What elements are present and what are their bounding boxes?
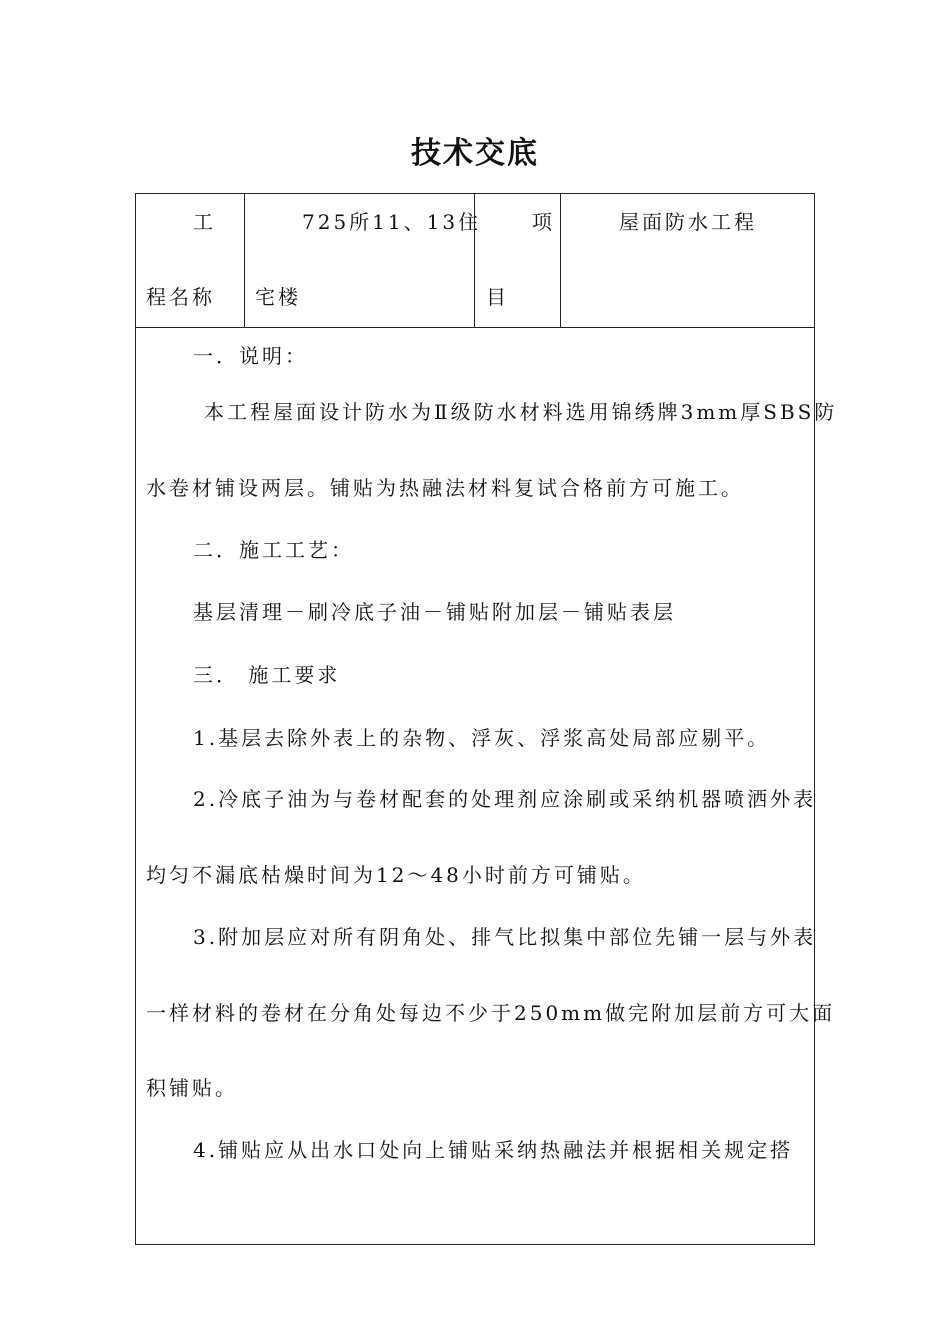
project-name-label: 工 [193, 210, 216, 234]
page-title: 技术交底 [411, 136, 539, 171]
paragraph-line: 4.铺贴应从出水口处向上铺贴采纳热融法并根据相关规定搭 [193, 1138, 794, 1162]
paragraph-line: 积铺贴。 [146, 1076, 238, 1100]
disclosure-form [135, 193, 838, 1245]
item-label: 目 [486, 285, 509, 309]
paragraph-line: 2.冷底子油为与卷材配套的处理剂应涂刷或采纳机器喷洒外表 [193, 787, 817, 811]
header-row [136, 194, 814, 328]
section-heading: 二．施工工艺： [193, 538, 354, 562]
project-name-value: 宅楼 [255, 285, 301, 309]
project-name-label: 程名称 [146, 285, 215, 309]
paragraph-line: 均匀不漏底枯燥时间为12～48小时前方可铺贴。 [146, 863, 646, 887]
item-value: 屋面防水工程 [619, 210, 757, 234]
column-divider [560, 194, 561, 327]
paragraph-line: 本工程屋面设计防水为Ⅱ级防水材料选用锦绣牌3mm厚SBS防 [204, 400, 838, 424]
section-heading: 三． 施工要求 [193, 663, 341, 687]
paragraph-line: 水卷材铺设两层。铺贴为热融法材料复试合格前方可施工。 [146, 476, 744, 500]
project-name-value: 725所11、13住 [302, 210, 482, 234]
paragraph-line: 一样材料的卷材在分角处每边不少于250mm做完附加层前方可大面 [146, 1001, 836, 1025]
paragraph-line: 3.附加层应对所有阴角处、排气比拟集中部位先铺一层与外表 [193, 925, 817, 949]
paragraph-line: 基层清理－刷冷底子油－铺贴附加层－铺贴表层 [193, 600, 676, 624]
section-heading: 一．说明： [193, 344, 308, 368]
column-divider [244, 194, 245, 327]
item-label: 项 [532, 210, 555, 234]
paragraph-line: 1.基层去除外表上的杂物、浮灰、浮浆高处局部应剔平。 [193, 726, 771, 750]
